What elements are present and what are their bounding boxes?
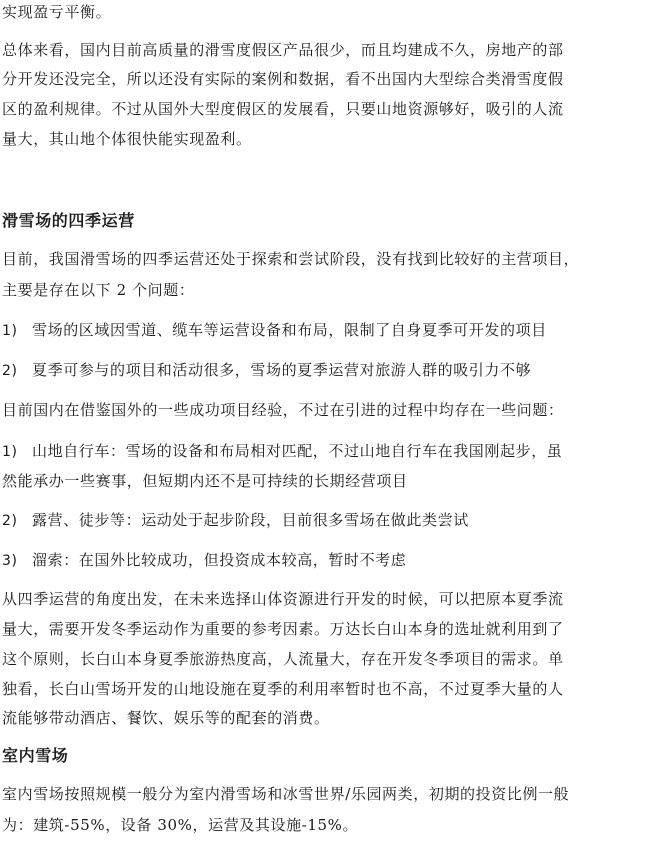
- conclusion-line-2: 量大，需要开发冬季运动作为重要的参考因素。万达长白山本身的选址就利用到了: [2, 620, 564, 638]
- conclusion-line-5: 流能够带动酒店、餐饮、娱乐等的配套的消费。: [2, 709, 330, 727]
- experience-item-2: [2, 510, 469, 531]
- para1-line-2: 分开发还没完全，所以还没有实际的案例和数据，看不出国内大型综合类滑雪度假: [2, 70, 564, 88]
- para1-line-4: 量大，其山地个体很快能实现盈利。: [2, 130, 252, 148]
- conclusion-line-4: 独看，长白山雪场开发的山地设施在夏季的利用率暂时也不高，不过夏季大量的人: [2, 680, 564, 698]
- problem-text: 雪场的区域因雪道、缆车等运营设备和布局，限制了自身夏季可开发的项目: [32, 321, 547, 339]
- experience-intro: 目前国内在借鉴国外的一些成功项目经验，不过在引进的过程中均存在一些问题：: [2, 401, 564, 419]
- experience-item-1-continued: 然能承办一些赛事，但短期内还不是可持续的长期经营项目: [2, 472, 408, 490]
- section2-line-2: 为：建筑-55%，设备 30%，运营及其设施-15%。: [2, 816, 359, 834]
- section2-title: 室内雪场: [2, 746, 69, 765]
- problem-item-1: [2, 320, 547, 341]
- problem-item-2: [2, 360, 531, 381]
- problem-number: 2): [2, 363, 18, 379]
- para1-line-3: 区的盈利规律。不过从国外大型度假区的发展看，只要山地资源够好，吸引的人流: [2, 100, 564, 118]
- conclusion-line-3: 这个原则，长白山本身夏季旅游热度高，人流量大，存在开发冬季项目的需求。单: [2, 650, 564, 668]
- experience-text: 溜索：在国外比较成功，但投资成本较高，暂时不考虑: [32, 551, 407, 569]
- section1-intro-line-1: 目前，我国滑雪场的四季运营还处于探索和尝试阶段，没有找到比较好的主营项目，: [2, 250, 580, 268]
- experience-text: 山地自行车：雪场的设备和布局相对匹配，不过山地自行车在我国刚起步，虽: [32, 442, 563, 460]
- conclusion-line-1: 从四季运营的角度出发，在未来选择山体资源进行开发的时候，可以把原本夏季流: [2, 590, 564, 608]
- experience-number: 1): [2, 444, 18, 460]
- problem-text: 夏季可参与的项目和活动很多，雪场的夏季运营对旅游人群的吸引力不够: [32, 361, 532, 379]
- section1-title: 滑雪场的四季运营: [2, 211, 135, 230]
- section2-line-1: 室内雪场按照规模一般分为室内滑雪场和冰雪世界/乐园两类，初期的投资比例一般: [2, 785, 570, 803]
- experience-number: 3): [2, 553, 18, 569]
- experience-item-1: [2, 441, 562, 462]
- experience-number: 2): [2, 513, 18, 529]
- problem-number: 1): [2, 323, 18, 339]
- top-line: 实现盈亏平衡。: [2, 3, 112, 21]
- experience-item-3: [2, 550, 406, 571]
- section1-intro-line-2: 主要是存在以下 2 个问题：: [2, 281, 195, 299]
- experience-text: 露营、徒步等：运动处于起步阶段，目前很多雪场在做此类尝试: [32, 511, 469, 529]
- para1-line-1: 总体来看，国内目前高质量的滑雪度假区产品很少，而且均建成不久，房地产的部: [2, 41, 564, 59]
